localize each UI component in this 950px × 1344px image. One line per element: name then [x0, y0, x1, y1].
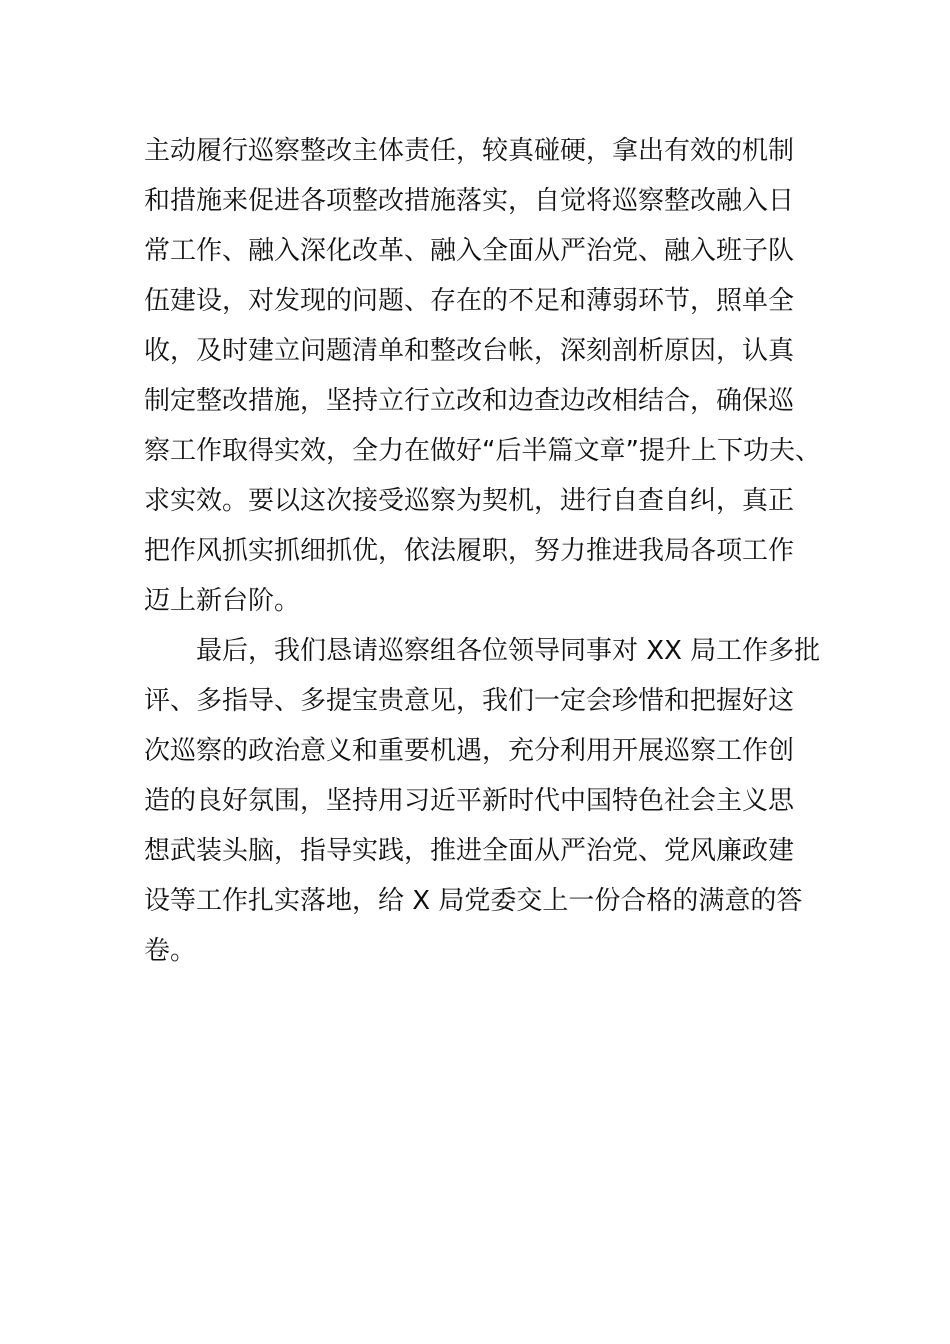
- paragraph-line: 设等工作扎实落地，给 X 局党委交上一份合格的满意的答: [144, 886, 803, 916]
- paragraph-line: 卷。: [144, 936, 197, 966]
- paragraph-line: 察工作取得实效，全力在做好“后半篇文章”提升上下功夫、: [144, 436, 821, 466]
- paragraph-line: 和措施来促进各项整改措施落实，自觉将巡察整改融入日: [144, 186, 795, 216]
- paragraph-line: 主动履行巡察整改主体责任，较真碰硬，拿出有效的机制: [144, 136, 795, 166]
- paragraph-line: 造的良好氛围，坚持用习近平新时代中国特色社会主义思: [144, 786, 795, 816]
- paragraph-2: [144, 626, 821, 976]
- paragraph-line: 求实效。要以这次接受巡察为契机，进行自查自纠，真正: [144, 486, 795, 516]
- paragraph-line: 把作风抓实抓细抓优，依法履职，努力推进我局各项工作: [144, 536, 795, 566]
- paragraph-line: 迈上新台阶。: [144, 586, 301, 616]
- paragraph-line: 评、多指导、多提宝贵意见，我们一定会珍惜和把握好这: [144, 686, 795, 716]
- document-body: [144, 126, 821, 976]
- paragraph-line: 次巡察的政治意义和重要机遇，充分利用开展巡察工作创: [144, 736, 795, 766]
- paragraph-1: [144, 126, 821, 626]
- paragraph-line: 想武装头脑，指导实践，推进全面从严治党、党风廉政建: [144, 836, 795, 866]
- paragraph-line: 常工作、融入深化改革、融入全面从严治党、融入班子队: [144, 236, 795, 266]
- paragraph-line: 伍建设，对发现的问题、存在的不足和薄弱环节，照单全: [144, 286, 795, 316]
- paragraph-line: 最后，我们恳请巡察组各位领导同事对 XX 局工作多批: [196, 636, 821, 666]
- paragraph-line: 制定整改措施，坚持立行立改和边查边改相结合，确保巡: [144, 386, 795, 416]
- paragraph-line: 收，及时建立问题清单和整改台帐，深刻剖析原因，认真: [144, 336, 795, 366]
